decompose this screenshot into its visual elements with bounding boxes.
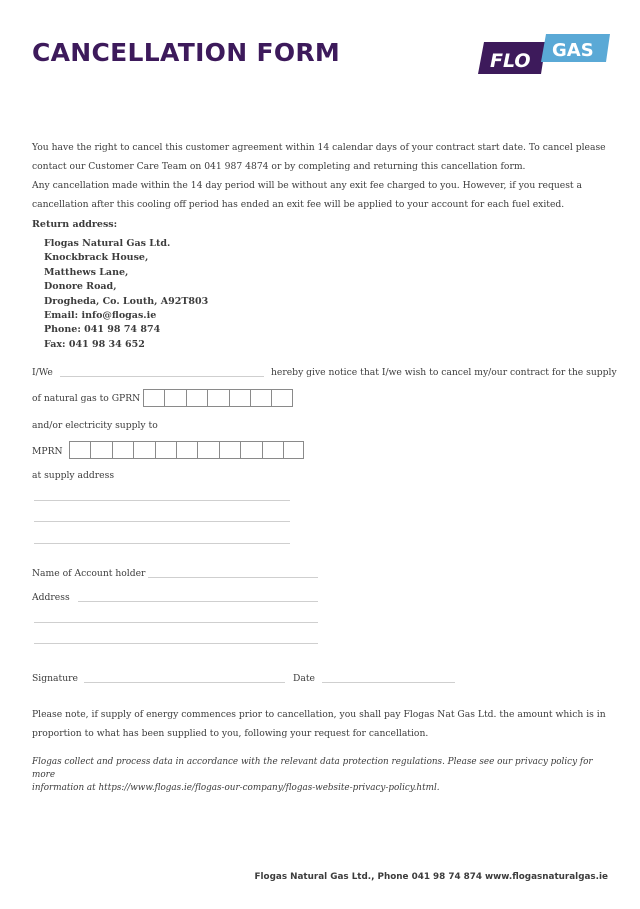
return-address-heading: Return address: [32, 219, 118, 230]
intro-line: You have the right to cancel this customer agreement within 14 calendar days of your contract start date. To cancel please [32, 142, 606, 153]
gprn-digit-box[interactable] [250, 389, 271, 407]
address-line: Matthews Lane, [44, 266, 129, 278]
privacy-line: Flogas collect and process data in accordance with the relevant data protection regulations. Please see our privacy policy for more [32, 757, 593, 780]
mprn-digit-box[interactable] [90, 441, 111, 459]
note-line: Please note, if supply of energy commences prior to cancellation, you shall pay Flogas Nat Gas Ltd. the amount which is in [32, 709, 606, 720]
mprn-digit-box[interactable] [262, 441, 283, 459]
logo-left-text: FLO [490, 50, 531, 72]
intro-line: cancellation after this cooling off period has ended an exit fee will be applied to your account for each fuel exited. [32, 199, 565, 210]
supply-address-line-1[interactable] [34, 500, 290, 501]
mprn-digit-box[interactable] [112, 441, 133, 459]
intro-text [32, 138, 612, 214]
address-line: Email: info@flogas.ie [44, 310, 157, 322]
electricity-label: and/or electricity supply to [32, 420, 158, 431]
supply-address-line-3[interactable] [34, 543, 290, 544]
mprn-label: MPRN [32, 446, 63, 457]
address-line: Drogheda, Co. Louth, A92T803 [44, 295, 209, 307]
mprn-digit-box[interactable] [155, 441, 176, 459]
gprn-digit-box[interactable] [207, 389, 228, 407]
gprn-label: of natural gas to GPRN [32, 393, 141, 404]
intro-line: Any cancellation made within the 14 day period will be without any exit fee charged to you. However, if you request a [32, 180, 583, 191]
gprn-digit-box[interactable] [143, 389, 164, 407]
mprn-digit-box[interactable] [240, 441, 261, 459]
date-label: Date [293, 673, 315, 684]
intro-line: contact our Customer Care Team on 041 987 4874 or by completing and returning this cancellation form. [32, 161, 526, 172]
note-line: proportion to what has been supplied to you, following your request for cancellation. [32, 728, 429, 739]
address-line: Fax: 041 98 34 652 [44, 338, 145, 350]
address-label: Address [32, 592, 70, 603]
return-address-block [44, 237, 208, 352]
mprn-digit-box[interactable] [197, 441, 218, 459]
iwe-name-field[interactable] [60, 376, 264, 377]
page-title: CANCELLATION FORM [32, 38, 341, 67]
address-line: Donore Road, [44, 281, 117, 293]
signature-label: Signature [32, 673, 78, 684]
signature-field[interactable] [84, 682, 285, 683]
footer-text: Flogas Natural Gas Ltd., Phone 041 98 74 874 www.flogasnaturalgas.ie [254, 872, 608, 882]
iwe-label: I/We [32, 367, 53, 378]
mprn-input[interactable] [69, 441, 304, 459]
account-holder-label: Name of Account holder [32, 568, 146, 579]
address-line-3[interactable] [34, 643, 318, 644]
account-holder-field[interactable] [148, 577, 318, 578]
address-line: Knockbrack House, [44, 252, 149, 264]
flogas-logo [478, 32, 610, 76]
address-line: Flogas Natural Gas Ltd. [44, 238, 171, 249]
privacy-text [32, 756, 617, 795]
mprn-digit-box[interactable] [69, 441, 90, 459]
mprn-digit-box[interactable] [283, 441, 304, 459]
privacy-line: information at https://www.flogas.ie/flogas-our-company/flogas-website-privacy-policy.html. [32, 783, 440, 793]
gprn-digit-box[interactable] [164, 389, 185, 407]
supply-address-label: at supply address [32, 470, 115, 481]
address-line-1[interactable] [78, 601, 318, 602]
note-text [32, 705, 612, 743]
mprn-digit-box[interactable] [219, 441, 240, 459]
gprn-digit-box[interactable] [229, 389, 250, 407]
logo-right-text: GAS [552, 40, 594, 61]
gprn-digit-box[interactable] [186, 389, 207, 407]
address-line-2[interactable] [34, 622, 318, 623]
mprn-digit-box[interactable] [133, 441, 154, 459]
gprn-input[interactable] [143, 389, 293, 407]
date-field[interactable] [322, 682, 455, 683]
gprn-digit-box[interactable] [271, 389, 292, 407]
mprn-digit-box[interactable] [176, 441, 197, 459]
supply-address-line-2[interactable] [34, 521, 290, 522]
notice-text: hereby give notice that I/we wish to cancel my/our contract for the supply [271, 367, 617, 378]
address-line: Phone: 041 98 74 874 [44, 324, 161, 336]
